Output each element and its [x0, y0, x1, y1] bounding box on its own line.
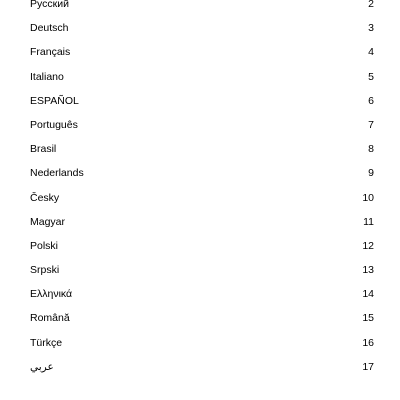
toc-row-brazil[interactable] [0, 137, 400, 161]
toc-page-number: 9 [368, 167, 374, 180]
toc-page-number: 14 [362, 288, 374, 301]
toc-page-number: 16 [362, 336, 374, 349]
toc-label: Polski [30, 239, 59, 252]
toc-label: Русский [30, 0, 69, 10]
toc-row-italian[interactable] [0, 65, 400, 89]
toc-row-german[interactable] [0, 16, 400, 40]
toc-label: Nederlands [30, 167, 84, 180]
toc-row-french[interactable] [0, 40, 400, 64]
toc-page-number: 13 [362, 264, 374, 277]
toc-page-number: 4 [368, 46, 374, 59]
toc-row-spanish[interactable] [0, 89, 400, 113]
toc-page-number: 3 [368, 22, 374, 35]
toc-page-number: 2 [368, 0, 374, 10]
toc-page-number: 15 [362, 312, 374, 325]
toc-page-number: 8 [368, 143, 374, 156]
toc-label: Magyar [30, 215, 66, 228]
toc-page-number: 17 [362, 360, 374, 373]
toc-label: Srpski [30, 264, 60, 277]
toc-row-turkish[interactable] [0, 331, 400, 355]
toc-label: Italiano [30, 70, 64, 83]
toc-row-russian[interactable] [0, 0, 400, 16]
toc-label: Français [30, 46, 71, 59]
toc-label: Deutsch [30, 22, 69, 35]
toc-page-number: 12 [362, 239, 374, 252]
toc-row-serbian[interactable] [0, 258, 400, 282]
toc-label: ESPAÑOL [30, 94, 79, 107]
toc-label: Română [30, 312, 70, 325]
toc-label: Português [30, 118, 78, 131]
toc-page-number: 5 [368, 70, 374, 83]
toc-label: Česky [30, 191, 60, 204]
toc-page-number: 7 [368, 118, 374, 131]
toc-row-dutch[interactable] [0, 161, 400, 185]
toc-label: Brasil [30, 143, 57, 156]
toc-row-czech[interactable] [0, 186, 400, 210]
toc-label: عربي [30, 360, 54, 373]
toc-page-number: 10 [362, 191, 374, 204]
toc-row-portuguese[interactable] [0, 113, 400, 137]
toc-row-greek[interactable] [0, 282, 400, 306]
toc-page-number: 6 [368, 94, 374, 107]
toc-row-romanian[interactable] [0, 306, 400, 330]
toc-row-polish[interactable] [0, 234, 400, 258]
toc-label: Türkçe [30, 336, 63, 349]
toc-row-arabic[interactable] [0, 355, 400, 379]
toc-page-number: 11 [363, 215, 374, 228]
toc-label: Ελληνικά [30, 288, 73, 301]
toc-row-hungarian[interactable] [0, 210, 400, 234]
